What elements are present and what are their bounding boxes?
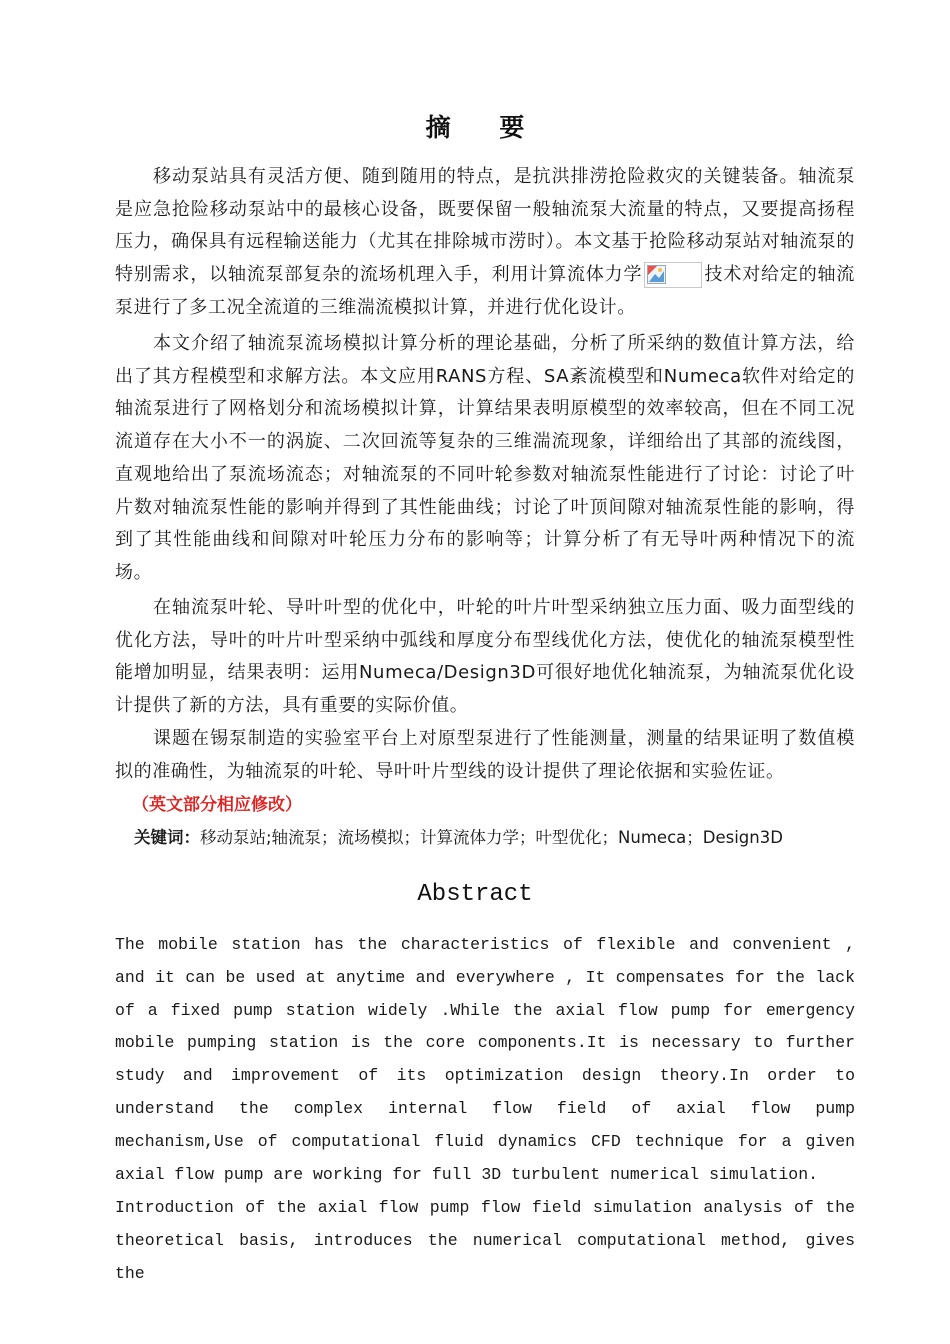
abstract-title-en: Abstract [417, 881, 533, 908]
revision-note: （英文部分相应修改） [132, 795, 302, 815]
abstract-en-paragraph-1: The mobile station has the characteristics of flexible and convenient , and it can be used at anytime and everywhere , It compensates for the lack of a fixed pump station widely .While the axial flow pump for emergency mobile pumping station is the core components.It is necessary to further study and improvement of its optimization design theory.In order to understand the complex internal flow field of axial flow pump mechanism,Use of computational fluid dynamics CFD technique for a given axial flow pump are working for full 3D turbulent numerical simulation. [115, 935, 855, 1184]
paragraph-text-continued: 技术对给定的轴流泵进行了多工况全流道的三维湍流模拟计算，并进行优化设计。 [115, 264, 855, 318]
keywords-line [134, 824, 864, 852]
abstract-paragraph-3: 在轴流泵叶轮、导叶叶型的优化中，叶轮的叶片叶型采纳独立压力面、吸力面型线的优化方法，导叶的叶片叶型采纳中弧线和厚度分布型线优化方法，使优化的轴流泵模型性能增加明显，结果表明：运用Numeca/Design3D可很好地优化轴流泵，为轴流泵优化设计提供了新的方法，具有重要的实际价值。 [115, 597, 855, 717]
keywords-label: 关键词： [134, 828, 200, 847]
abstract-paragraph-1 [115, 161, 855, 325]
abstract-en-paragraph-2: Introduction of the axial flow pump flow field simulation analysis of the theoretical basis, introduces the numerical computational method, gives the [115, 1198, 855, 1283]
abstract-paragraph-2: 本文介绍了轴流泵流场模拟计算分析的理论基础，分析了所采纳的数值计算方法，给出了其方程模型和求解方法。本文应用RANS方程、SA紊流模型和Numeca软件对给定的轴流泵进行了网格划分和流场模拟计算，计算结果表明原模型的效率较高，但在不同工况流道存在大小不一的涡旋、二次回流等复杂的三维湍流现象，详细给出了其部的流线图，直观地给出了泵流场流态；对轴流泵的不同叶轮参数对轴流泵性能进行了讨论：讨论了叶片数对轴流泵性能的影响并得到了其性能曲线；讨论了叶顶间隙对轴流泵性能的影响，得到了其性能曲线和间隙对叶轮压力分布的影响等；计算分析了有无导叶两种情况下的流场。 [115, 333, 855, 583]
abstract-paragraph-4: 课题在锡泵制造的实验室平台上对原型泵进行了性能测量，测量的结果证明了数值模拟的准确性，为轴流泵的叶轮、导叶叶片型线的设计提供了理论依据和实验佐证。 [115, 728, 855, 782]
paragraph-text: 移动泵站具有灵活方便、随到随用的特点，是抗洪排涝抢险救灾的关键装备。轴流泵是应急抢险移动泵站中的最核心设备，既要保留一般轴流泵大流量的特点，又要提高扬程压力，确保具有远程输送能力（尤其在排除城市涝时）。本文基于抢险移动泵站对轴流泵的特别需求，以轴流泵部复杂的流场机理入手，利用计算流体力学 [115, 166, 855, 286]
broken-image-icon [644, 262, 702, 288]
keywords-text: 移动泵站;轴流泵；流场模拟；计算流体力学；叶型优化；Numeca；Design3D [200, 828, 783, 847]
abstract-title-cn: 摘 要 [425, 113, 545, 142]
